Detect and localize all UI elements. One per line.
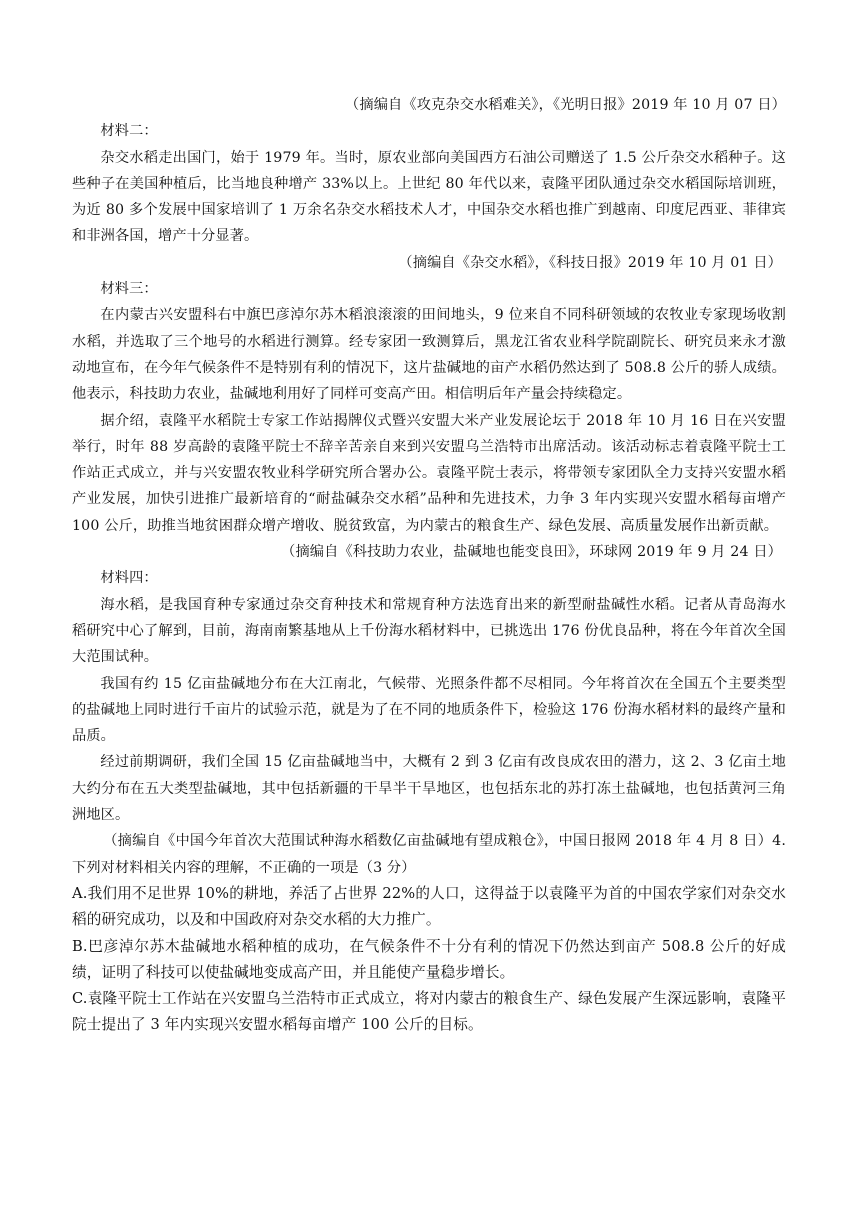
material-4-paragraph-1: 海水稻，是我国育种专家通过杂交育种技术和常规育种方法选育出来的新型耐盐碱性水稻。记者从青岛海水稻研究中心了解到，目前，海南南繁基地从上千份海水稻材料中，已挑选出 176 份优良品种，将在今年首次全国大范围试种。 [72,596,786,666]
option-a: A.我们用不足世界 10%的耕地，养活了占世界 22%的人口，这得益于以袁隆平为首的中国农学家们对杂交水稻的研究成功，以及和中国政府对杂交水稻的大力推广。 [72,884,786,929]
material-3-paragraph-2: 据介绍，袁隆平水稻院士专家工作站揭牌仪式暨兴安盟大米产业发展论坛于 2018 年 10 月 16 日在兴安盟举行，时年 88 岁高龄的袁隆平院士不辞辛苦亲自来到兴安盟乌兰浩特市出席活动。该活动标志着袁隆平院士工作站正式成立，并与兴安盟农牧业科学研究所合署办公。袁隆平院士表示，将带领专家团队全力支持兴安盟水稻产业发展，加快引进推广最新培育的“耐盐碱杂交水稻”品种和先进技术，力争 3 年内实现兴安盟水稻每亩增产 100 公斤，助推当地贫困群众增产增收、脱贫致富，为内蒙古的粮食生产、绿色发展、高质量发展作出新贡献。 [72,412,786,534]
source-citation-4-and-question: （摘编自《中国今年首次大范围试种海水稻数亿亩盐碱地有望成粮仓》，中国日报网 2018 年 4 月 8 日）4.下列对材料相关内容的理解，不正确的一项是（3 分） [72,833,786,876]
source-citation-3: （摘编自《科技助力农业，盐碱地也能变良田》，环球网 2019 年 9 月 24 日） [281,544,782,561]
material-4-label: 材料四： [100,570,158,587]
material-3-label: 材料三： [100,281,158,298]
material-4-paragraph-2: 我国有约 15 亿亩盐碱地分布在大江南北，气候带、光照条件都不尽相同。今年将首次在全国五个主要类型的盐碱地上同时进行千亩片的试验示范，就是为了在不同的地质条件下，检验这 176 份海水稻材料的最终产量和品质。 [72,675,786,745]
material-2-label: 材料二： [100,123,158,140]
source-citation-1: （摘编自《攻克杂交水稻难关》，《光明日报》2019 年 10 月 07 日） [345,97,786,113]
source-citation-2: （摘编自《杂交水稻》，《科技日报》2019 年 10 月 01 日） [398,254,782,271]
material-3-paragraph-1: 在内蒙古兴安盟科右中旗巴彦淖尔苏木稻浪滚滚的田间地头，9 位来自不同科研领域的农牧业专家现场收割水稻，并选取了三个地号的水稻进行测算。经专家团一致测算后，黑龙江省农业科学院副院长、研究员来永才激动地宣布，在今年气候条件不是特别有利的情况下，这片盐碱地的亩产水稻仍然达到了 508.8 公斤的骄人成绩。他表示，科技助力农业，盐碱地利用好了同样可变高产田。相信明后年产量会持续稳定。 [72,307,786,403]
option-b: B.巴彦淖尔苏木盐碱地水稻种植的成功，在气候条件不十分有利的情况下仍然达到亩产 508.8 公斤的好成绩，证明了科技可以使盐碱地变成高产田，并且能使产量稳步增长。 [72,937,786,981]
material-2-paragraph: 杂交水稻走出国门，始于 1979 年。当时，原农业部向美国西方石油公司赠送了 1.5 公斤杂交水稻种子。这些种子在美国种植后，比当地良种增产 33%以上。上世纪 80 年代以来，袁隆平团队通过杂交水稻国际培训班，为近 80 多个发展中国家培训了 1 万余名杂交水稻技术人才，中国杂交水稻也推广到越南、印度尼西亚、菲律宾和非洲各国，增产十分显著。 [72,149,786,245]
material-4-paragraph-3: 经过前期调研，我们全国 15 亿亩盐碱地当中，大概有 2 到 3 亿亩有改良成农田的潜力，这 2、3 亿亩土地大约分布在五大类型盐碱地，其中包括新疆的干旱半干旱地区，也包括东北的苏打冻土盐碱地，也包括黄河三角洲地区。 [72,754,786,824]
option-c: C.袁隆平院士工作站在兴安盟乌兰浩特市正式成立，将对内蒙古的粮食生产、绿色发展产生深远影响，袁隆平院士提出了 3 年内实现兴安盟水稻每亩增产 100 公斤的目标。 [72,990,786,1034]
